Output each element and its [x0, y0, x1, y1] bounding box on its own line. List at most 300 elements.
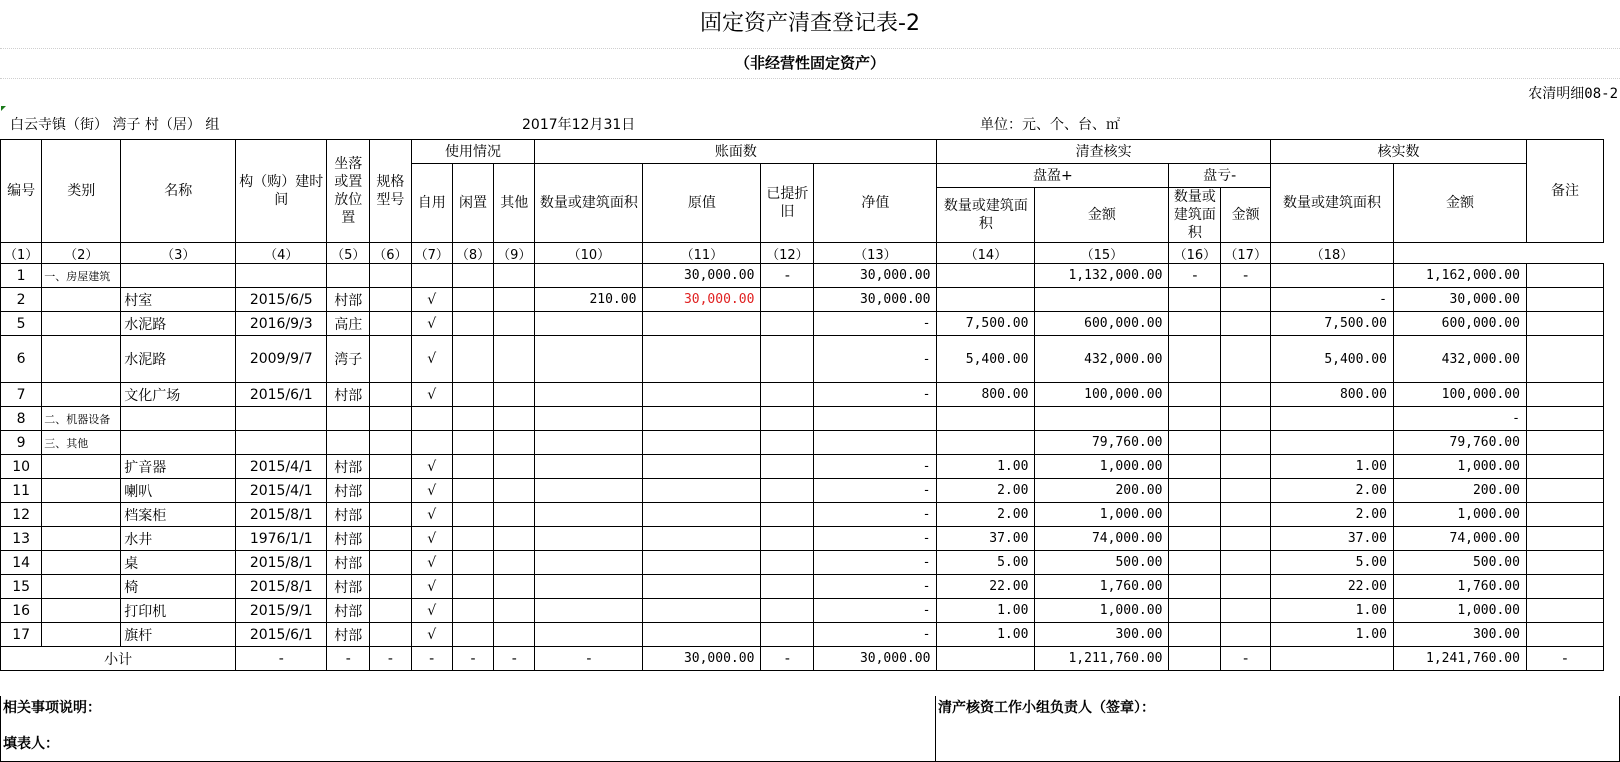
cell-loss-qty: [1169, 623, 1221, 647]
column-index-18: （18）: [1270, 243, 1393, 264]
cell-spec: [370, 312, 411, 336]
cell-location: 村部: [327, 479, 370, 503]
cell-build-time: 2015/9/1: [236, 599, 327, 623]
report-date: 2017年12月31日: [522, 117, 636, 133]
cell-category: [42, 288, 121, 312]
cell-build-time: 2016/9/3: [236, 312, 327, 336]
subtotal-verified-qty: [1270, 647, 1393, 671]
cell-book-depr: [761, 288, 814, 312]
cell-build-time: 2015/6/5: [236, 288, 327, 312]
cell-book-original: [643, 312, 761, 336]
cell-book-depr: [761, 383, 814, 407]
column-index-5: （5）: [327, 243, 370, 264]
header-loss: 盘亏-: [1169, 164, 1271, 188]
cell-verified-qty: [1270, 431, 1393, 455]
subtotal-surplus-amount: 1,211,760.00: [1035, 647, 1169, 671]
cell-build-time: 2015/6/1: [236, 623, 327, 647]
cell-book-depr: [761, 575, 814, 599]
header-verified-qty: 数量或建筑面积: [1270, 164, 1393, 243]
cell-id: 10: [1, 455, 42, 479]
cell-book-qty: [535, 599, 643, 623]
cell-self-use: √: [411, 312, 452, 336]
cell-surplus-amount: 79,760.00: [1035, 431, 1169, 455]
cell-verified-qty: 1.00: [1270, 623, 1393, 647]
cell-book-net: 30,000.00: [814, 264, 937, 288]
cell-other: [494, 288, 535, 312]
cell-idle: [452, 599, 493, 623]
header-book-qty: 数量或建筑面积: [535, 164, 643, 243]
column-index-1: （1）: [1, 243, 42, 264]
cell-loss-qty: [1169, 431, 1221, 455]
cell-spec: [370, 503, 411, 527]
cell-location: 村部: [327, 575, 370, 599]
cell-surplus-amount: 1,000.00: [1035, 455, 1169, 479]
cell-build-time: 2015/4/1: [236, 479, 327, 503]
cell-location: 村部: [327, 288, 370, 312]
cell-self-use: √: [411, 383, 452, 407]
cell-name: 水井: [121, 527, 236, 551]
header-book-depr: 已提折旧: [761, 164, 814, 243]
cell-category: [42, 527, 121, 551]
cell-surplus-amount: 432,000.00: [1035, 336, 1169, 383]
cell-surplus-amount: [1035, 288, 1169, 312]
subtotal-book-depr: -: [761, 647, 814, 671]
table-row: [1, 431, 1604, 455]
cell-surplus-amount: 500.00: [1035, 551, 1169, 575]
cell-book-qty: [535, 336, 643, 383]
cell-book-depr: [761, 503, 814, 527]
cell-verified-qty: 7,500.00: [1270, 312, 1393, 336]
cell-loss-amount: [1221, 288, 1271, 312]
cell-book-depr: [761, 336, 814, 383]
cell-book-original: [643, 336, 761, 383]
cell-book-original: [643, 455, 761, 479]
cell-idle: [452, 623, 493, 647]
cell-idle: [452, 503, 493, 527]
cell-loss-qty: [1169, 575, 1221, 599]
subtotal-row: [1, 647, 1604, 671]
cell-book-depr: [761, 551, 814, 575]
sheet-title: 固定资产清查登记表-2: [0, 0, 1620, 49]
cell-build-time: [236, 264, 327, 288]
cell-location: [327, 264, 370, 288]
cell-surplus-amount: [1035, 407, 1169, 431]
cell-id: 6: [1, 336, 42, 383]
cell-verified-qty: [1270, 264, 1393, 288]
cell-surplus-amount: 100,000.00: [1035, 383, 1169, 407]
subtotal-self: -: [411, 647, 452, 671]
header-other: 其他: [494, 164, 535, 243]
cell-self-use: √: [411, 503, 452, 527]
cell-category: [42, 503, 121, 527]
cell-loss-qty: [1169, 288, 1221, 312]
cell-other: [494, 479, 535, 503]
cell-category: [42, 623, 121, 647]
cell-surplus-qty: 2.00: [937, 503, 1035, 527]
cell-loss-qty: [1169, 455, 1221, 479]
header-book-original: 原值: [643, 164, 761, 243]
cell-other: [494, 312, 535, 336]
cell-build-time: [236, 431, 327, 455]
table-row: [1, 503, 1604, 527]
cell-loss-amount: [1221, 527, 1271, 551]
preparer-label: 填表人：: [3, 736, 59, 752]
cell-loss-amount: [1221, 312, 1271, 336]
cell-book-original: [643, 599, 761, 623]
cell-loss-amount: [1221, 383, 1271, 407]
cell-book-original: 30,000.00: [643, 288, 761, 312]
column-index-17: （17）: [1221, 243, 1271, 264]
cell-location: 高庄: [327, 312, 370, 336]
cell-verified-qty: 5.00: [1270, 551, 1393, 575]
header-surplus-qty: 数量或建筑面积: [937, 188, 1035, 243]
cell-location: 村部: [327, 383, 370, 407]
table-row: [1, 407, 1604, 431]
header-loss-qty: 数量或建筑面积: [1169, 188, 1221, 243]
cell-self-use: √: [411, 336, 452, 383]
cell-book-original: [643, 527, 761, 551]
cell-name: [121, 407, 236, 431]
cell-spec: [370, 623, 411, 647]
cell-verified-amount: 200.00: [1393, 479, 1526, 503]
cell-book-depr: [761, 431, 814, 455]
cell-book-depr: [761, 623, 814, 647]
cell-verified-amount: 300.00: [1393, 623, 1526, 647]
cell-book-net: 30,000.00: [814, 288, 937, 312]
cell-location: 村部: [327, 551, 370, 575]
table-row: [1, 264, 1604, 288]
column-index-16: （16）: [1169, 243, 1221, 264]
cell-book-depr: [761, 455, 814, 479]
cell-book-qty: [535, 527, 643, 551]
cell-spec: [370, 599, 411, 623]
cell-spec: [370, 407, 411, 431]
cell-other: [494, 599, 535, 623]
cell-category: [42, 575, 121, 599]
cell-name: 文化广场: [121, 383, 236, 407]
subtotal-spec: -: [370, 647, 411, 671]
cell-spec: [370, 383, 411, 407]
cell-verified-qty: 2.00: [1270, 503, 1393, 527]
header-book-net: 净值: [814, 164, 937, 243]
header-book: 账面数: [535, 140, 937, 164]
cell-surplus-amount: 1,000.00: [1035, 599, 1169, 623]
cell-category: 一、房屋建筑: [42, 264, 121, 288]
cell-book-original: [643, 407, 761, 431]
header-verified: 核实数: [1270, 140, 1526, 164]
cell-surplus-amount: 1,132,000.00: [1035, 264, 1169, 288]
asset-table: [0, 139, 1604, 671]
header-loss-amount: 金额: [1221, 188, 1271, 243]
cell-loss-amount: [1221, 455, 1271, 479]
subtotal-loss-qty: [1169, 647, 1221, 671]
cell-location: 村部: [327, 503, 370, 527]
cell-remark: [1526, 503, 1603, 527]
column-index-14: （14）: [937, 243, 1035, 264]
cell-name: [121, 264, 236, 288]
table-row: [1, 312, 1604, 336]
cell-self-use: √: [411, 575, 452, 599]
cell-book-depr: [761, 312, 814, 336]
column-index-3: （3）: [121, 243, 236, 264]
cell-verified-qty: 800.00: [1270, 383, 1393, 407]
cell-remark: [1526, 551, 1603, 575]
cell-book-qty: [535, 431, 643, 455]
table-row: [1, 479, 1604, 503]
cell-book-original: [643, 551, 761, 575]
cell-id: 8: [1, 407, 42, 431]
cell-name: 桌: [121, 551, 236, 575]
cell-name: 打印机: [121, 599, 236, 623]
cell-book-original: 30,000.00: [643, 264, 761, 288]
cell-build-time: 2015/8/1: [236, 551, 327, 575]
subtotal-other: -: [494, 647, 535, 671]
cell-book-depr: [761, 479, 814, 503]
column-index-row: [1, 243, 1604, 264]
cell-surplus-qty: 2.00: [937, 479, 1035, 503]
cell-remark: [1526, 599, 1603, 623]
cell-book-net: -: [814, 479, 937, 503]
cell-loss-qty: [1169, 503, 1221, 527]
cell-spec: [370, 264, 411, 288]
cell-other: [494, 527, 535, 551]
cell-self-use: √: [411, 455, 452, 479]
cell-surplus-amount: 300.00: [1035, 623, 1169, 647]
cell-remark: [1526, 479, 1603, 503]
cell-verified-qty: 22.00: [1270, 575, 1393, 599]
cell-build-time: 2015/4/1: [236, 455, 327, 479]
cell-location: 湾子: [327, 336, 370, 383]
cell-name: 喇叭: [121, 479, 236, 503]
cell-surplus-qty: 1.00: [937, 455, 1035, 479]
cell-loss-qty: [1169, 312, 1221, 336]
cell-other: [494, 264, 535, 288]
cell-idle: [452, 431, 493, 455]
cell-surplus-qty: 1.00: [937, 623, 1035, 647]
cell-verified-amount: -: [1393, 407, 1526, 431]
cell-verified-amount: 1,000.00: [1393, 599, 1526, 623]
cell-self-use: √: [411, 288, 452, 312]
cell-surplus-amount: 200.00: [1035, 479, 1169, 503]
cell-surplus-amount: 1,000.00: [1035, 503, 1169, 527]
cell-verified-qty: 2.00: [1270, 479, 1393, 503]
cell-category: [42, 479, 121, 503]
cell-remark: [1526, 575, 1603, 599]
cell-name: 旗杆: [121, 623, 236, 647]
cell-book-original: [643, 431, 761, 455]
cell-book-qty: [535, 503, 643, 527]
column-index-12: （12）: [761, 243, 814, 264]
cell-name: 水泥路: [121, 336, 236, 383]
cell-location: 村部: [327, 623, 370, 647]
cell-id: 15: [1, 575, 42, 599]
cell-verified-amount: 1,000.00: [1393, 455, 1526, 479]
table-row: [1, 455, 1604, 479]
subtotal-book-qty: -: [535, 647, 643, 671]
header-id: 编号: [1, 140, 42, 243]
cell-id: 17: [1, 623, 42, 647]
cell-surplus-qty: 1.00: [937, 599, 1035, 623]
cell-id: 5: [1, 312, 42, 336]
cell-loss-qty: [1169, 407, 1221, 431]
cell-verified-amount: 1,000.00: [1393, 503, 1526, 527]
header-build-time: 构（购）建时间: [236, 140, 327, 243]
cell-book-net: -: [814, 623, 937, 647]
column-index-9: （9）: [494, 243, 535, 264]
cell-self-use: √: [411, 623, 452, 647]
cell-remark: [1526, 455, 1603, 479]
cell-self-use: √: [411, 551, 452, 575]
table-row: [1, 623, 1604, 647]
notes-section: [0, 696, 936, 762]
cell-id: 14: [1, 551, 42, 575]
cell-surplus-amount: 600,000.00: [1035, 312, 1169, 336]
cell-book-qty: [535, 551, 643, 575]
cell-verified-amount: 74,000.00: [1393, 527, 1526, 551]
column-index-7: （7）: [411, 243, 452, 264]
cell-category: [42, 455, 121, 479]
cell-book-original: [643, 479, 761, 503]
cell-loss-amount: [1221, 551, 1271, 575]
table-row: [1, 551, 1604, 575]
cell-idle: [452, 264, 493, 288]
header-surplus: 盘盈+: [937, 164, 1169, 188]
cell-surplus-qty: 5,400.00: [937, 336, 1035, 383]
cell-verified-qty: -: [1270, 288, 1393, 312]
cell-idle: [452, 312, 493, 336]
cell-book-net: -: [814, 336, 937, 383]
column-index-6: （6）: [370, 243, 411, 264]
cell-loss-amount: [1221, 575, 1271, 599]
cell-book-qty: [535, 383, 643, 407]
cell-name: 椅: [121, 575, 236, 599]
subtotal-loss-amount: -: [1221, 647, 1271, 671]
cell-verified-amount: 1,760.00: [1393, 575, 1526, 599]
subtotal-time: -: [236, 647, 327, 671]
cell-location: [327, 431, 370, 455]
cell-remark: [1526, 288, 1603, 312]
header-self-use: 自用: [411, 164, 452, 243]
cell-category: [42, 312, 121, 336]
cell-verified-qty: 1.00: [1270, 455, 1393, 479]
cell-surplus-amount: 74,000.00: [1035, 527, 1169, 551]
cell-loss-qty: [1169, 551, 1221, 575]
cell-book-original: [643, 623, 761, 647]
cell-surplus-qty: 5.00: [937, 551, 1035, 575]
subtotal-book-original: 30,000.00: [643, 647, 761, 671]
cell-book-net: -: [814, 599, 937, 623]
cell-remark: [1526, 431, 1603, 455]
cell-verified-amount: 1,162,000.00: [1393, 264, 1526, 288]
cell-loss-amount: [1221, 336, 1271, 383]
cell-location: 村部: [327, 455, 370, 479]
cell-other: [494, 575, 535, 599]
cell-id: 11: [1, 479, 42, 503]
cell-verified-amount: 30,000.00: [1393, 288, 1526, 312]
cell-other: [494, 336, 535, 383]
subtotal-verified-amount: 1,241,760.00: [1393, 647, 1526, 671]
cell-self-use: √: [411, 599, 452, 623]
cell-idle: [452, 336, 493, 383]
cell-verified-qty: 37.00: [1270, 527, 1393, 551]
cell-book-qty: [535, 479, 643, 503]
cell-book-qty: 210.00: [535, 288, 643, 312]
cell-other: [494, 407, 535, 431]
cell-category: [42, 599, 121, 623]
cell-loss-amount: -: [1221, 264, 1271, 288]
cell-build-time: 1976/1/1: [236, 527, 327, 551]
cell-book-qty: [535, 407, 643, 431]
cell-category: [42, 551, 121, 575]
column-index-15: （15）: [1035, 243, 1169, 264]
subtotal-idle: -: [452, 647, 493, 671]
cell-category: [42, 383, 121, 407]
cell-build-time: 2015/6/1: [236, 383, 327, 407]
cell-book-net: -: [814, 455, 937, 479]
cell-loss-qty: [1169, 383, 1221, 407]
table-row: [1, 575, 1604, 599]
cell-loss-amount: [1221, 623, 1271, 647]
table-row: [1, 383, 1604, 407]
cell-self-use: √: [411, 527, 452, 551]
cell-id: 2: [1, 288, 42, 312]
cell-self-use: √: [411, 479, 452, 503]
cell-loss-amount: [1221, 599, 1271, 623]
cell-verified-amount: 79,760.00: [1393, 431, 1526, 455]
cell-remark: [1526, 336, 1603, 383]
cell-spec: [370, 527, 411, 551]
cell-idle: [452, 527, 493, 551]
cell-loss-qty: -: [1169, 264, 1221, 288]
cell-remark: [1526, 527, 1603, 551]
cell-category: 二、机器设备: [42, 407, 121, 431]
cell-book-qty: [535, 312, 643, 336]
cell-spec: [370, 455, 411, 479]
unit-info: 单位：元、个、台、㎡: [980, 117, 1120, 133]
cell-idle: [452, 383, 493, 407]
cell-spec: [370, 288, 411, 312]
cell-book-depr: [761, 599, 814, 623]
location-info: 白云寺镇（街） 湾子 村（居） 组: [10, 117, 220, 133]
subtotal-surplus-qty: [937, 647, 1035, 671]
cell-remark: [1526, 264, 1603, 288]
cell-location: [327, 407, 370, 431]
cell-other: [494, 551, 535, 575]
cell-loss-amount: [1221, 479, 1271, 503]
cell-other: [494, 383, 535, 407]
cell-build-time: [236, 407, 327, 431]
cell-verified-qty: 5,400.00: [1270, 336, 1393, 383]
cell-verified-qty: 1.00: [1270, 599, 1393, 623]
cell-surplus-qty: [937, 407, 1035, 431]
cell-loss-amount: [1221, 431, 1271, 455]
cell-location: 村部: [327, 527, 370, 551]
notes-label: 相关事项说明：: [3, 700, 101, 716]
cell-book-qty: [535, 623, 643, 647]
cell-loss-qty: [1169, 336, 1221, 383]
cell-book-original: [643, 503, 761, 527]
cell-spec: [370, 575, 411, 599]
cell-name: 村室: [121, 288, 236, 312]
cell-book-qty: [535, 455, 643, 479]
cell-book-qty: [535, 575, 643, 599]
column-index-8: （8）: [452, 243, 493, 264]
cell-spec: [370, 551, 411, 575]
cell-verified-amount: 500.00: [1393, 551, 1526, 575]
cell-self-use: [411, 264, 452, 288]
column-index-4: （4）: [236, 243, 327, 264]
cell-name: 档案柜: [121, 503, 236, 527]
